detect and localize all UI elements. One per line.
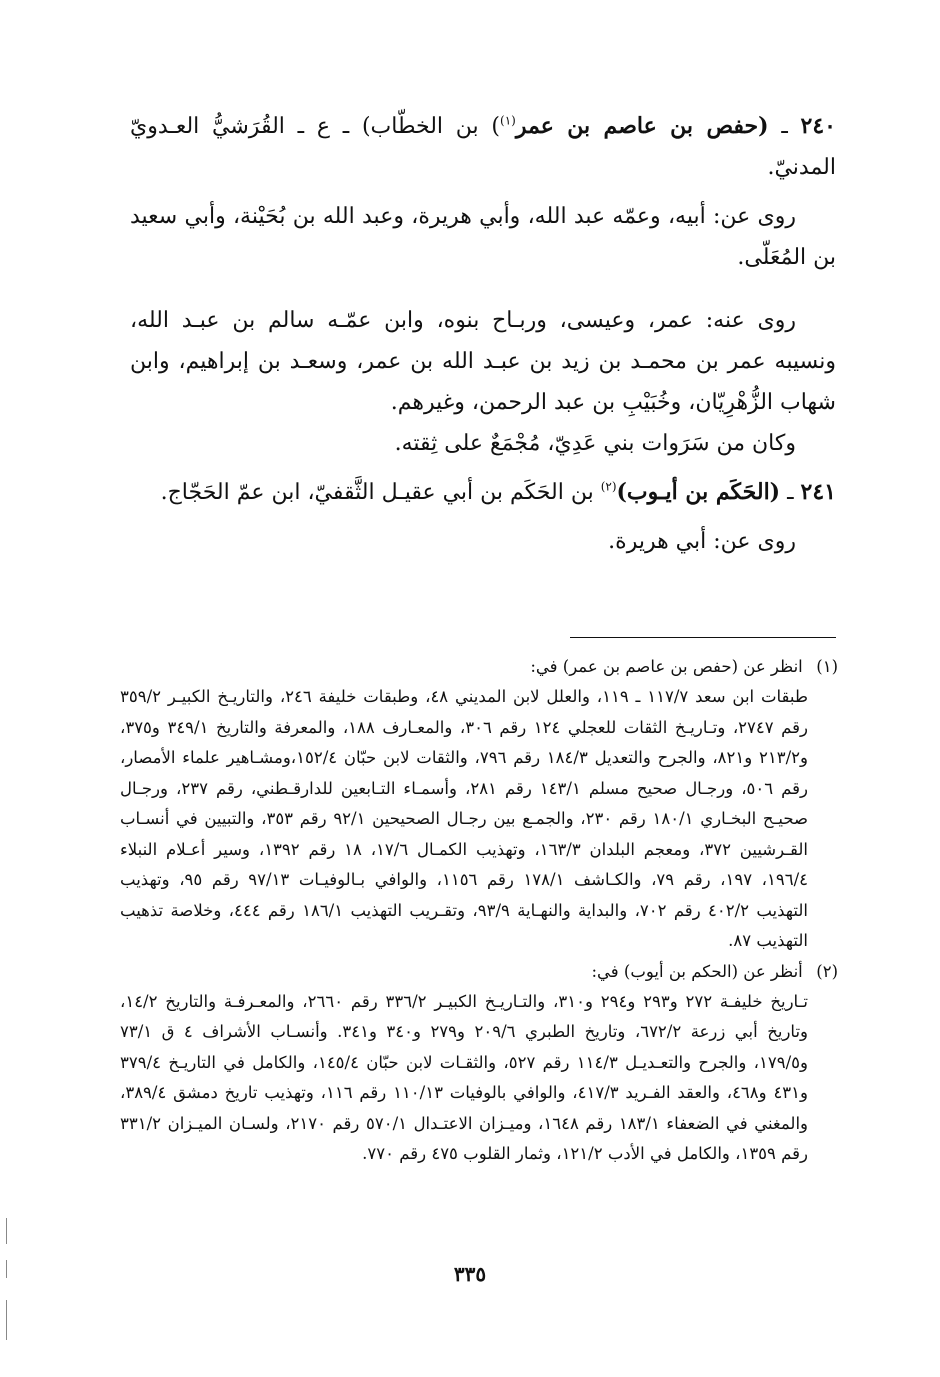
entry-241-heading: ٢٤١ ـ (الحَكَم بن أيـوب)$^{(٢)}$ بن الحَكَم بن أبي عقيـل الثَّقفيّ، ابن عمّ الحَجّاج. — [160, 479, 836, 505]
footnote-ref: (٢) — [600, 479, 617, 494]
entry-240-narrated-by: روى عنه: عمر، وعيسى، وربـاح بنوه، وابن عمّـه سالم بن عبـد الله، ونسيبه عمر بن محمـد بن زيد بن عبـد الله بن عمر، وسعـد بن إبراهيم، وابن شهاب الزُّهْرِيّان، وخُبَيْبِ بن عبد الرحمن، وغيرهم. — [130, 308, 836, 415]
footnote-2-heading — [120, 957, 838, 987]
entry-240-narrated-from: روى عن: أبيه، وعمّه عبد الله، وأبي هريرة، وعبد الله بن بُحَيْنة، وأبي سعيد بن المُعَلّى. — [130, 204, 836, 270]
scan-edge-mark — [6, 1260, 7, 1278]
footnote-1-body: طبقات ابن سعد ١١٧/٧ ـ ١١٩، والعلل لابن المديني ٤٨، وطبقات خليفة ٢٤٦، والتاريـخ الكبيـر ٣٥٩/٢ رقم ٢٧٤٧، وتـاريـخ الثقات للعجلي ١٢٤ رقم ٣٠٦، والمعـارف ١٨٨، والمعرفة والتاريخ ٣٤٩/١ و٣٧٥، و٢١٣/٢ و٨٢١، والجرح والتعديل ١٨٤/٣ رقم ٧٩٦، والثقات لابن حبّان ١٥٢/٤،ومشـاهير علماء الأمصار، رقم ٥٠٦، ورجـال صحيح مسلم ١٤٣/١ رقم ٢٨١، وأسمـاء التـابعين للدارقـطني، رقم ٢٣٧، ورجـال صحيـح البخـاري ١٨٠/١ رقم ٢٣٠، والجمـع بين رجـال الصحيحين ٩٢/١ رقم ٣٥٣، والتبيين في أنسـاب القـرشيين ٣٧٢، ومعجم البلدان ١٦٣/٣، وتهذيب الكمـال ١٧/٦، ١٨ رقم ١٣٩٢، وسير أعـلام النبلاء ١٩٦/٤، ١٩٧، رقم ٧٩، والكـاشف ١٧٨/١ رقم ١١٥٦، والوافي بـالوفيـات ٩٧/١٣ رقم ٩٥، وتهذيب التهذيب ٤٠٢/٢ رقم ٧٠٢، والبداية والنهـاية ٩٣/٩، وتقـريب التهذيب ١٨٦/١ رقم ٤٤٤، وخلاصة تذهيب التهذيب ٨٧. — [120, 687, 809, 950]
footnote-marker: (١) — [816, 657, 838, 676]
footnote-ref: (١) — [500, 113, 516, 128]
entry-240-heading: ٢٤٠ ـ (حفص بن عاصم بن عمر$^{(١)}$) بن الخطّاب) ـ ع ـ القُرَشيُّ العـدويّ المدنيّ. — [130, 113, 836, 180]
entry-name: (حفص بن عاصم بن عمر — [515, 113, 769, 139]
main-text — [130, 106, 836, 562]
page-number: ٣٣٥ — [453, 1262, 487, 1286]
entry-number: ٢٤١ — [800, 479, 836, 505]
entry-241-narrated-from: روى عن: أبي هريرة. — [608, 529, 796, 554]
entry-number: ٢٤٠ — [800, 113, 836, 139]
footnotes — [120, 652, 838, 1170]
entry-name-tail: بن الحَكَم بن أبي عقيـل الثَّقفيّ، ابن عمّ الحَجّاج. — [160, 480, 601, 505]
footnote-1-heading — [120, 652, 838, 682]
scan-edge-mark — [6, 1218, 7, 1244]
footnote-2-body: تـاريخ خليفـة ٢٧٢ و٢٩٣ و٢٩٤ و٣١٠، والتـاريـخ الكبيـر ٣٣٦/٢ رقم ٢٦٦٠، والمعـرفـة والتاريخ ١٤/٢، وتاريخ أبي زرعة ٦٧٢/٢، وتاريخ الطبري ٢٠٩/٦ و٢٧٩ و٣٤٠ و٣٤١. وأنسـاب الأشراف ٤ ق ٧٣/١ و١٧٩/٥، والجرح والتعـديـل ١١٤/٣ رقم ٥٢٧، والثقـات لابن حبّان ١٤٥/٤، والكامل في التاريـخ ٣٧٩/٤ و٤٣١ و٤٦٨، والعقد الفـريد ٤١٧/٣، والوافي بالوفيات ١١٠/١٣ رقم ١١٦، وتهذيب تاريخ دمشق ٣٨٩/٤، والمغني في الضعفاء ١٨٣/١ رقم ١٦٤٨، وميـزان الاعتـدال ٥٧٠/١ رقم ٢١٧٠، ولسـان الميـزان ٣٣١/٢ رقم ١٣٥٩، والكامل في الأدب ١٢١/٢، وثمار القلوب ٤٧٥ رقم ٧٧٠. — [120, 991, 809, 1163]
scan-edge-mark — [6, 1300, 7, 1340]
footnote-title: انظر عن (حفص بن عاصم بن عمر) في: — [530, 657, 803, 676]
footnote-marker: (٢) — [816, 961, 838, 981]
entry-name-tail: ) بن الخطّاب) ـ ع ـ القُرَشيُّ العـدويّ المدنيّ. — [130, 114, 836, 180]
entry-name: (الحَكَم بن أيـوب) — [616, 479, 781, 505]
footnote-title: أنظر عن (الحكم بن أيوب) في: — [591, 961, 803, 981]
footnote-separator — [570, 637, 836, 638]
entry-240-note: وكان من سَرَوات بني عَدِيّ، مُجْمَعٌ على ثِقته. — [394, 431, 796, 456]
